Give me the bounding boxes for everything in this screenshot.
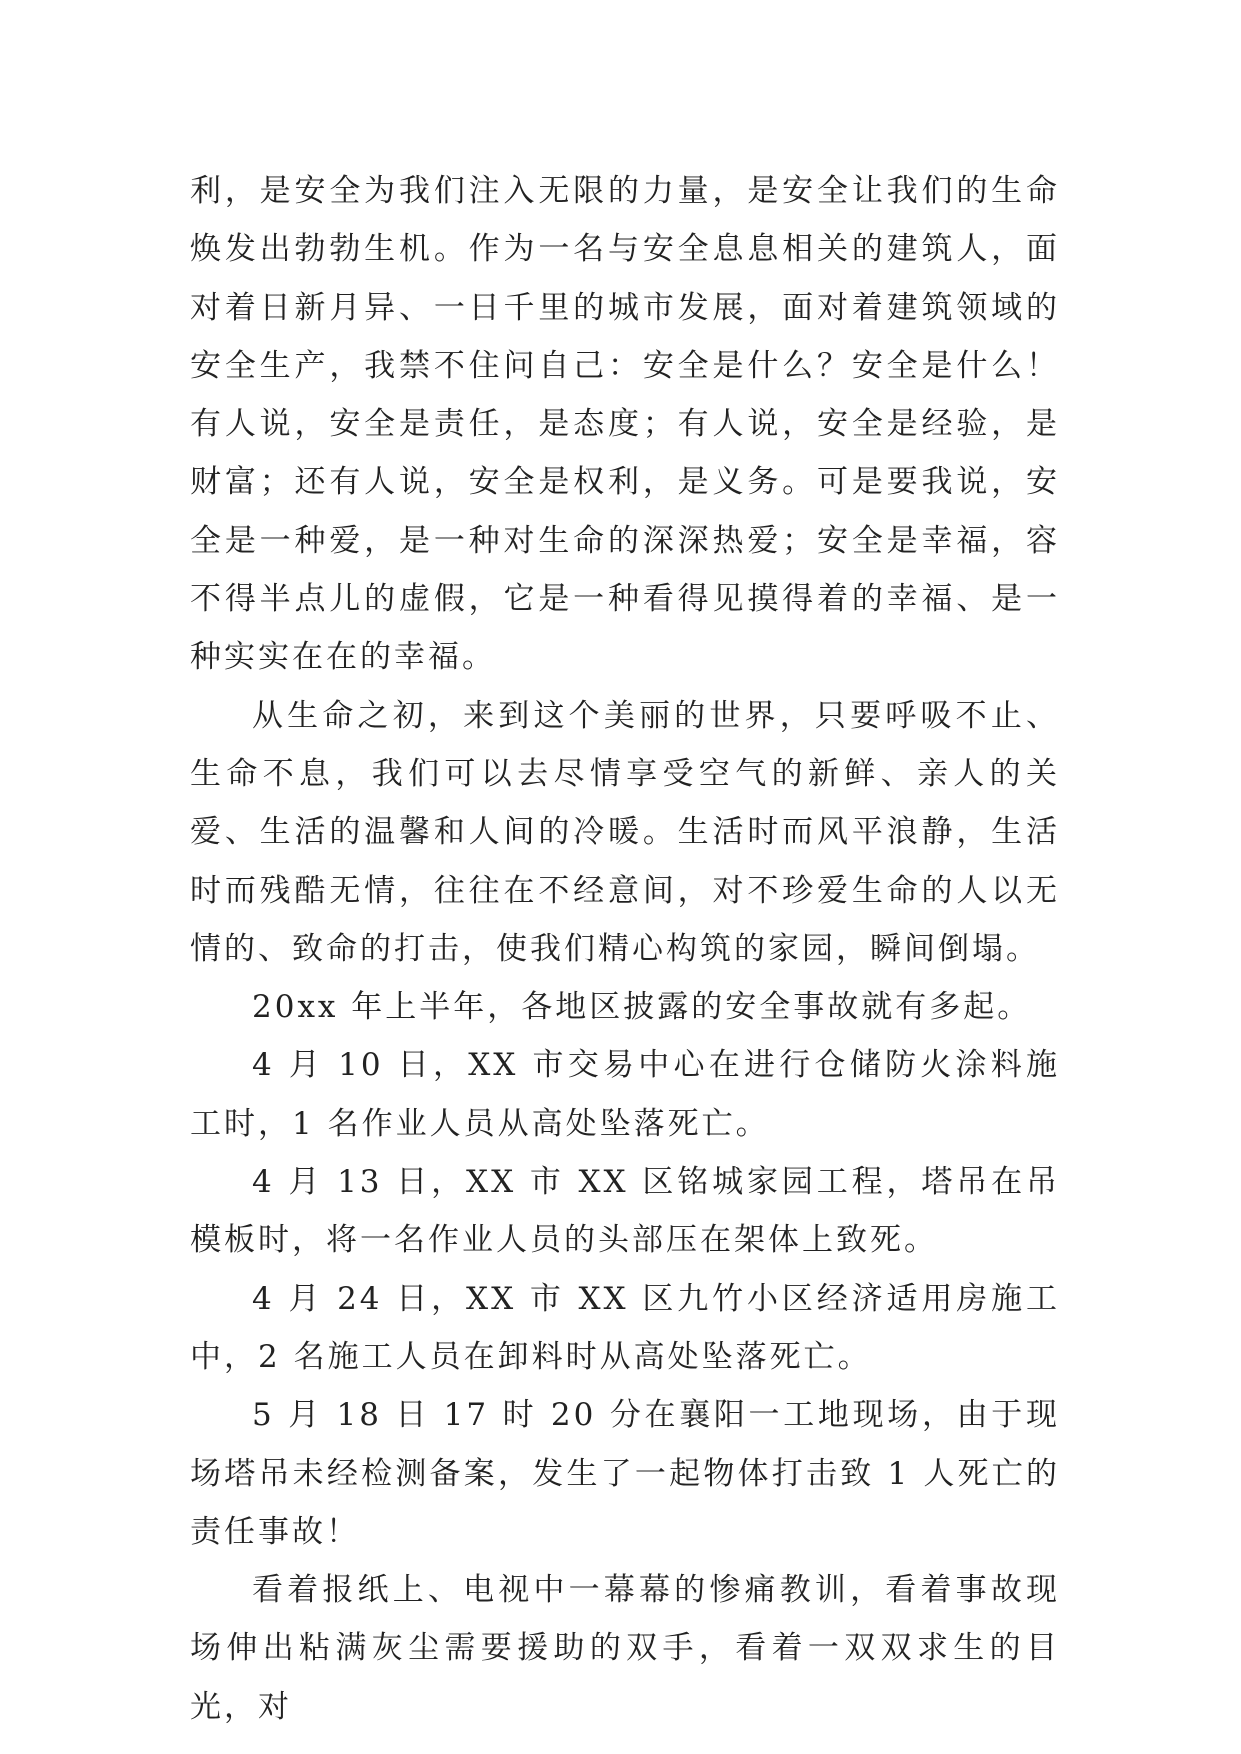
- body-text: [190, 162, 1060, 1736]
- paragraph-accident-summary: 20xx 年上半年，各地区披露的安全事故就有多起。: [252, 989, 1032, 1026]
- paragraph-life: 从生命之初，来到这个美丽的世界，只要呼吸不止、生命不息，我们可以去尽情享受空气的新鲜、亲人的关爱、生活的温馨和人间的冷暖。生活时而风平浪静，生活时而残酷无情，往往在不经意间，对不珍爱生命的人以无情的、致命的打击，使我们精心构筑的家园，瞬间倒塌。: [190, 697, 1060, 967]
- paragraph-accident-apr13: 4 月 13 日，XX 市 XX 区铭城家园工程，塔吊在吊模板时，将一名作业人员的头部压在架体上致死。: [190, 1164, 1060, 1259]
- paragraph-reflection: 看着报纸上、电视中一幕幕的惨痛教训，看着事故现场伸出粘满灰尘需要援助的双手，看着一双双求生的目光，对: [190, 1572, 1060, 1725]
- paragraph-continued: 利，是安全为我们注入无限的力量，是安全让我们的生命焕发出勃勃生机。作为一名与安全息息相关的建筑人，面对着日新月异、一日千里的城市发展，面对着建筑领域的安全生产，我禁不住问自己：安全是什么？安全是什么！有人说，安全是责任，是态度；有人说，安全是经验，是财富；还有人说，安全是权利，是义务。可是要我说，安全是一种爱，是一种对生命的深深热爱；安全是幸福，容不得半点儿的虚假，它是一种看得见摸得着的幸福、是一种实实在在的幸福。: [190, 173, 1060, 676]
- paragraph-accident-may18: 5 月 18 日 17 时 20 分在襄阳一工地现场，由于现场塔吊未经检测备案，发生了一起物体打击致 1 人死亡的责任事故！: [190, 1397, 1060, 1550]
- paragraph-accident-apr24: 4 月 24 日，XX 市 XX 区九竹小区经济适用房施工中，2 名施工人员在卸料时从高处坠落死亡。: [190, 1280, 1060, 1375]
- paragraph-accident-apr10: 4 月 10 日，XX 市交易中心在进行仓储防火涂料施工时，1 名作业人员从高处坠落死亡。: [190, 1047, 1060, 1142]
